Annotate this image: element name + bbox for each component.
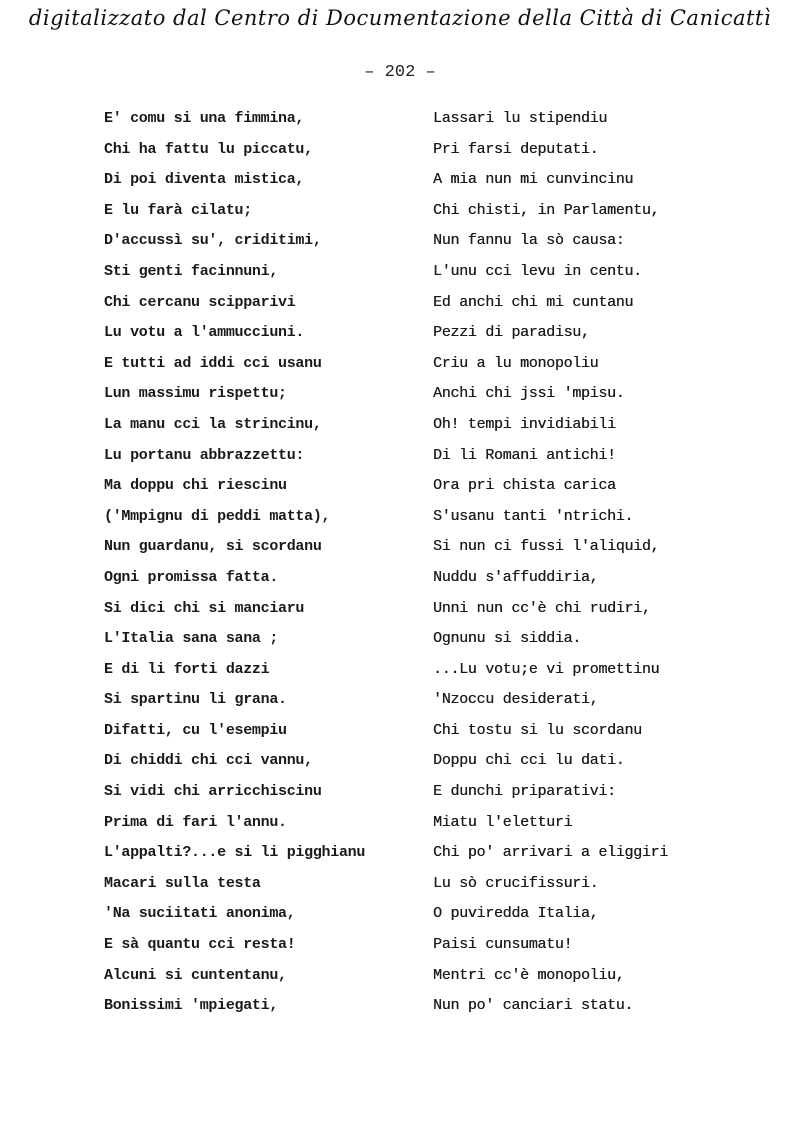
poem-line: D'accussì su', criditimi,: [104, 232, 322, 250]
poem-line: La manu cci la strincinu,: [104, 415, 322, 433]
poem-line: Di chiddi chi cci vannu,: [104, 752, 313, 770]
poem-line: 'Nzoccu desiderati,: [433, 691, 599, 709]
poem-left-column: [104, 104, 424, 1022]
poem-line: L'appalti?...e si li pigghianu: [104, 844, 366, 862]
poem-line: Pezzi di paradisu,: [433, 324, 590, 342]
poem-line: Bonissimi 'mpiegati,: [104, 997, 279, 1015]
poem-line: Lun massimu rispettu;: [104, 385, 287, 403]
page-number: – 202 –: [364, 63, 436, 82]
poem-right-column: [433, 104, 753, 1022]
poem-line: E lu farà cilatu;: [104, 201, 252, 219]
poem-line: Nun guardanu, si scordanu: [104, 538, 322, 556]
poem-line: E' comu si una fimmina,: [104, 110, 305, 127]
poem-line: S'usanu tanti 'ntrichi.: [433, 507, 634, 525]
poem-line: Paisi cunsumatu!: [433, 936, 573, 954]
poem-line: Criu a lu monopoliu: [433, 354, 599, 372]
poem-line: Prima di fari l'annu.: [104, 813, 287, 831]
poem-line: Di poi diventa mistica,: [104, 171, 305, 189]
poem-line: Lassari lu stipendiu: [433, 110, 608, 127]
poem-line: Oh! tempi invidiabili: [433, 415, 616, 433]
poem-line: Lu votu a l'ammucciuni.: [104, 324, 305, 342]
poem-line: Alcuni si cuntentanu,: [104, 966, 287, 984]
poem-line: Ed anchi chi mi cuntanu: [433, 293, 634, 311]
poem-line: Chi ha fattu lu piccatu,: [104, 140, 313, 158]
poem-line: L'Italia sana sana ;: [104, 630, 279, 648]
poem-line: Ognunu si siddia.: [433, 630, 581, 648]
poem-line: Chi tostu si lu scordanu: [433, 721, 642, 739]
poem-line: Chi chisti, in Parlamentu,: [433, 201, 660, 219]
poem-line: Miatu l'eletturi: [433, 813, 573, 831]
poem-line: 'Na suciitati anonima,: [104, 905, 296, 923]
poem-line: Ora pri chista carica: [433, 477, 616, 495]
poem-line: Nun fannu la sò causa:: [433, 232, 625, 250]
poem-line: E dunchi priparativi:: [433, 783, 616, 801]
poem-line: ('Mmpignu di peddi matta),: [104, 507, 331, 525]
poem-line: E tutti ad iddi cci usanu: [104, 354, 322, 372]
poem-line: Sti genti facinnuni,: [104, 262, 279, 280]
poem-line: Nun po' canciari statu.: [433, 997, 634, 1015]
poem-line: Doppu chi cci lu dati.: [433, 752, 625, 770]
poem-line: Unni nun cc'è chi rudiri,: [433, 599, 651, 617]
poem-line: A mia nun mi cunvincinu: [433, 171, 634, 189]
poem-line: Chi po' arrivari a eliggiri: [433, 844, 668, 862]
poem-line: Si spartinu li grana.: [104, 691, 287, 709]
poem-line: Macari sulla testa: [104, 874, 261, 892]
poem-line: Si dici chi si manciaru: [104, 599, 305, 617]
poem-line: Chi cercanu scipparivi: [104, 293, 296, 311]
poem-line: E sà quantu cci resta!: [104, 936, 296, 954]
poem-line: L'unu cci levu in centu.: [433, 262, 642, 280]
poem-line: Di li Romani antichi!: [433, 446, 616, 464]
poem-line: Si vidi chi arricchiscinu: [104, 783, 322, 801]
poem-line: Nuddu s'affuddiria,: [433, 568, 599, 586]
poem-line: Lu portanu abbrazzettu:: [104, 446, 305, 464]
poem-line: Si nun ci fussi l'aliquid,: [433, 538, 660, 556]
poem-line: Anchi chi jssi 'mpisu.: [433, 385, 625, 403]
poem-line: Mentri cc'è monopoliu,: [433, 966, 625, 984]
poem-line: Ma doppu chi riescinu: [104, 477, 287, 495]
poem-line: Lu sò crucifissuri.: [433, 874, 599, 892]
poem-line: ...Lu votu;e vi promettinu: [433, 660, 660, 678]
poem-line: E di li forti dazzi: [104, 660, 270, 678]
poem-line: Pri farsi deputati.: [433, 140, 599, 158]
poem-line: Ogni promissa fatta.: [104, 568, 279, 586]
poem-line: Difatti, cu l'esempiu: [104, 721, 287, 739]
digitization-watermark: digitalizzato dal Centro di Documentazione della Città di Canicattì: [28, 6, 772, 30]
poem-line: O puviredda Italia,: [433, 905, 599, 923]
